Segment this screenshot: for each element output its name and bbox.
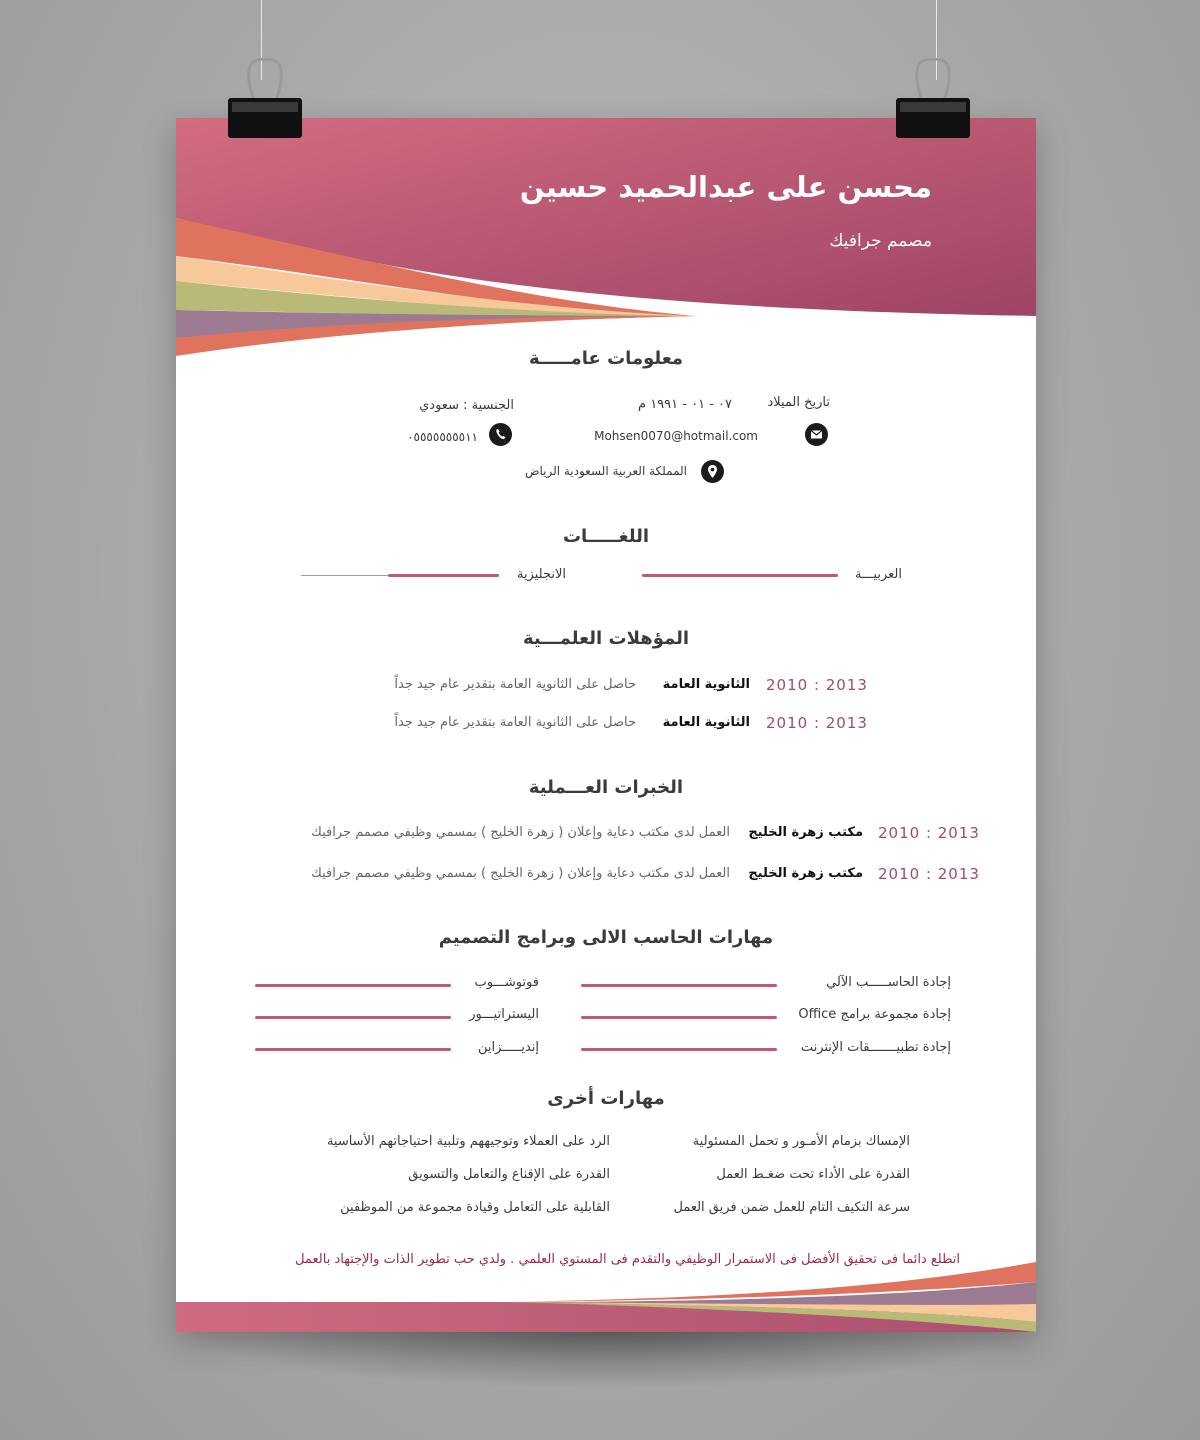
footer-banner	[176, 1248, 1036, 1332]
language-english-bar	[388, 574, 499, 577]
education-description: حاصل على الثانوية العامة بتقدير عام جيد جداً	[394, 677, 636, 692]
other-skill-item: القدرة على الأداء تحت ضغـط العمل	[716, 1167, 910, 1182]
design-skill-bar	[255, 1048, 451, 1051]
education-degree: الثانوية العامة	[662, 677, 750, 692]
section-title-other-skills: مهارات أخرى	[547, 1088, 665, 1109]
computer-skill-bar	[581, 1016, 777, 1019]
section-title-general-info: معلومات عامـــــة	[528, 348, 684, 369]
education-years: 2010 : 2013	[766, 676, 868, 694]
language-english-label: الانجليزية	[516, 567, 566, 582]
nationality: الجنسية : سعودي	[419, 398, 514, 413]
candidate-job-title: مصمم جرافيك	[829, 231, 932, 251]
section-title-computer-skills: مهارات الحاسب الالى وبرامج التصميم	[438, 927, 774, 948]
design-skill-label: فوتوشـــوب	[474, 975, 539, 990]
resume-paper	[176, 118, 1036, 1332]
education-description: حاصل على الثانوية العامة بتقدير عام جيد جداً	[394, 715, 636, 730]
birth-date-value: ٠٧ - ٠١ - ١٩٩١ م	[638, 397, 732, 412]
career-objective: اتطلع دائما فى تحقيق الأفضل فى الاستمرار الوظيفي والتقدم فى المستوي العلمي . ولدي حب تطوير الذات والإجتهاد بالعمل	[295, 1252, 960, 1267]
birth-date-label: تاريخ الميلاد	[767, 395, 830, 410]
paper-shadow	[190, 1330, 1020, 1390]
section-title-experience: الخبرات العـــملية	[528, 777, 684, 798]
email-address[interactable]: Mohsen0070@hotmail.com	[594, 429, 758, 443]
experience-years: 2010 : 2013	[878, 865, 980, 883]
phone-number[interactable]: ٠٥٥٥٥٥٥٥٥١١	[407, 430, 478, 444]
other-skill-item: الإمساك بزمام الأمـور و تحمل المسئولية	[692, 1134, 910, 1149]
language-arabic-bar	[642, 574, 838, 577]
section-title-languages: اللغـــــات	[562, 526, 650, 547]
phone-icon	[489, 423, 512, 446]
experience-description: العمل لدى مكتب دعاية وإعلان ( زهرة الخليج ) بمسمي وظيفي مصمم جرافيك	[311, 866, 730, 881]
experience-years: 2010 : 2013	[878, 824, 980, 842]
computer-skill-label: إجادة تطبيـــــــقات الإنترنت	[800, 1040, 951, 1055]
candidate-name: محسن على عبدالحميد حسين	[519, 170, 932, 204]
other-skill-item: القدرة على الإقناع والتعامل والتسويق	[408, 1167, 610, 1182]
education-degree: الثانوية العامة	[662, 715, 750, 730]
other-skill-item: الرد على العملاء وتوجيههم وتلبية احتياجاتهم الأساسية	[326, 1134, 610, 1149]
language-arabic-label: العربيـــة	[855, 567, 902, 582]
envelope-icon	[805, 423, 828, 446]
other-skill-item: سرعة التكيف التام للعمل ضمن فريق العمل	[673, 1200, 910, 1215]
computer-skill-bar	[581, 1048, 777, 1051]
other-skill-item: القابلية على التعامل وقيادة مجموعة من الموظفين	[340, 1200, 610, 1215]
binder-clip-icon	[226, 58, 304, 142]
experience-company: مكتب زهرة الخليج	[748, 825, 863, 840]
education-years: 2010 : 2013	[766, 714, 868, 732]
design-skill-bar	[255, 984, 451, 987]
design-skill-label: اليستراتيـــور	[469, 1007, 539, 1022]
experience-description: العمل لدى مكتب دعاية وإعلان ( زهرة الخليج ) بمسمي وظيفي مصمم جرافيك	[311, 825, 730, 840]
design-skill-bar	[255, 1016, 451, 1019]
experience-company: مكتب زهرة الخليج	[748, 866, 863, 881]
binder-clip-icon	[894, 58, 972, 142]
location-pin-icon	[701, 460, 724, 483]
computer-skill-bar	[581, 984, 777, 987]
section-title-education: المؤهلات العلمـــية	[522, 628, 689, 649]
computer-skill-label: إجادة الحاســـــب الآلي	[826, 975, 951, 990]
computer-skill-label: إجادة مجموعة برامج Office	[798, 1007, 951, 1022]
address: المملكة العربية السعودية الرياض	[524, 464, 687, 478]
design-skill-label: إنديـــــزاين	[477, 1040, 539, 1055]
